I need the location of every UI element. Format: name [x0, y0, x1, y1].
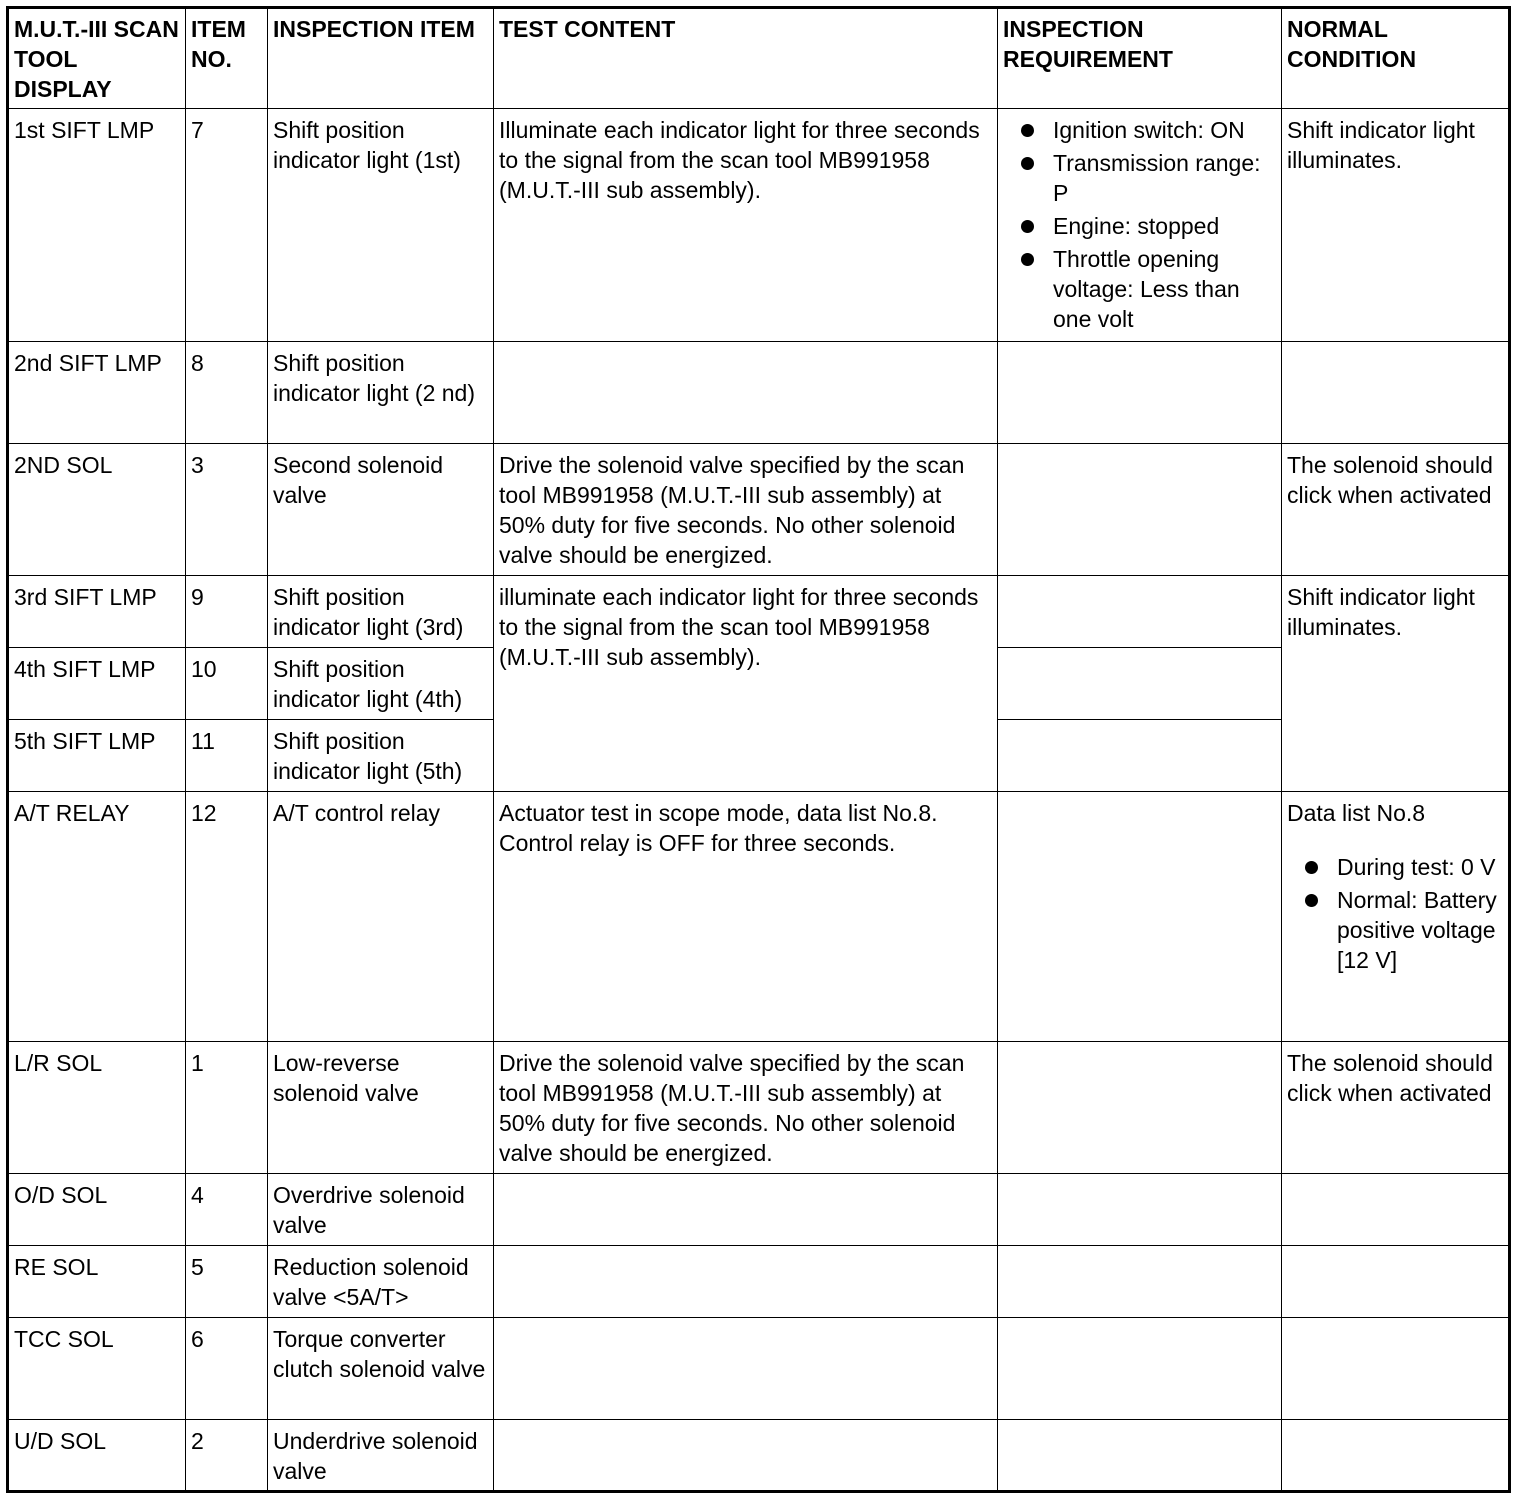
cell-display: 4th SIFT LMP [8, 648, 186, 720]
table-row [8, 1174, 1510, 1246]
cell-display: 1st SIFT LMP [8, 109, 186, 342]
cell-test-content: Illuminate each indicator light for three seconds to the signal from the scan tool MB991958 (M.U.T.-III sub assembly). [494, 109, 998, 342]
cell-inspection-requirement [998, 720, 1282, 792]
cell-item-no: 3 [186, 444, 268, 576]
cell-display: O/D SOL [8, 1174, 186, 1246]
cell-inspection-requirement [998, 648, 1282, 720]
cell-display: L/R SOL [8, 1042, 186, 1174]
cell-display: 2nd SIFT LMP [8, 342, 186, 444]
cell-display: U/D SOL [8, 1420, 186, 1492]
cell-inspection-item: Shift position indicator light (2 nd) [268, 342, 494, 444]
cell-item-no: 11 [186, 720, 268, 792]
cell-item-no: 2 [186, 1420, 268, 1492]
cell-item-no: 12 [186, 792, 268, 1042]
table-row [8, 1420, 1510, 1492]
cell-inspection-requirement [998, 1420, 1282, 1492]
cell-test-content [494, 1246, 998, 1318]
cell-inspection-item: Shift position indicator light (4th) [268, 648, 494, 720]
cell-display: TCC SOL [8, 1318, 186, 1420]
cell-inspection-item: Reduction solenoid valve <5A/T> [268, 1246, 494, 1318]
table-row [8, 342, 1510, 444]
cell-normal-condition: Shift indicator light illuminates. [1282, 109, 1510, 342]
cell-inspection-requirement [998, 444, 1282, 576]
list-item: Engine: stopped [1003, 211, 1276, 241]
list-item: During test: 0 V [1287, 852, 1503, 882]
cell-test-content [494, 342, 998, 444]
table-row [8, 576, 1510, 648]
cell-inspection-requirement [998, 1042, 1282, 1174]
cell-inspection-item: Shift position indicator light (3rd) [268, 576, 494, 648]
table-row [8, 109, 1510, 342]
cell-item-no: 6 [186, 1318, 268, 1420]
cell-inspection-item: A/T control relay [268, 792, 494, 1042]
cell-item-no: 10 [186, 648, 268, 720]
cell-normal-condition [1282, 792, 1510, 1042]
list-item: Throttle opening voltage: Less than one volt [1003, 244, 1276, 334]
cell-normal-condition [1282, 1246, 1510, 1318]
cell-test-content: Drive the solenoid valve specified by the scan tool MB991958 (M.U.T.-III sub assembly) at 50% duty for five seconds. No other solenoid valve should be energized. [494, 444, 998, 576]
header-row [8, 8, 1510, 109]
list-item: Normal: Battery positive voltage [12 V] [1287, 885, 1503, 975]
table-row [8, 792, 1510, 1042]
cell-inspection-item: Overdrive solenoid valve [268, 1174, 494, 1246]
cell-inspection-requirement [998, 792, 1282, 1042]
cell-test-content [494, 1318, 998, 1420]
cell-item-no: 8 [186, 342, 268, 444]
cell-test-content: Drive the solenoid valve specified by the scan tool MB991958 (M.U.T.-III sub assembly) at 50% duty for five seconds. No other solenoid valve should be energized. [494, 1042, 998, 1174]
requirement-list [1003, 115, 1276, 334]
header-inspection-requirement: INSPECTION REQUIREMENT [998, 8, 1282, 109]
header-display: M.U.T.-III SCAN TOOL DISPLAY [8, 8, 186, 109]
cell-test-content: illuminate each indicator light for three seconds to the signal from the scan tool MB991958 (M.U.T.-III sub assembly). [494, 576, 998, 792]
cell-normal-condition: The solenoid should click when activated [1282, 444, 1510, 576]
cell-normal-condition: Shift indicator light illuminates. [1282, 576, 1510, 792]
cell-inspection-item: Shift position indicator light (1st) [268, 109, 494, 342]
table-row [8, 1318, 1510, 1420]
list-item: Transmission range: P [1003, 148, 1276, 208]
cell-inspection-requirement [998, 576, 1282, 648]
relay-condition-list [1287, 852, 1503, 975]
header-item-no: ITEM NO. [186, 8, 268, 109]
cell-normal-condition [1282, 1318, 1510, 1420]
cell-inspection-requirement [998, 1246, 1282, 1318]
cell-test-content: Actuator test in scope mode, data list No.8. Control relay is OFF for three seconds. [494, 792, 998, 1042]
cell-display: 3rd SIFT LMP [8, 576, 186, 648]
header-normal-condition: NORMAL CONDITION [1282, 8, 1510, 109]
cell-item-no: 7 [186, 109, 268, 342]
cell-display: RE SOL [8, 1246, 186, 1318]
cell-inspection-item: Underdrive solenoid valve [268, 1420, 494, 1492]
cell-inspection-item: Torque converter clutch solenoid valve [268, 1318, 494, 1420]
header-inspection-item: INSPECTION ITEM [268, 8, 494, 109]
cell-item-no: 1 [186, 1042, 268, 1174]
header-test-content: TEST CONTENT [494, 8, 998, 109]
cell-normal-condition: The solenoid should click when activated [1282, 1042, 1510, 1174]
cell-test-content [494, 1420, 998, 1492]
cell-inspection-requirement [998, 342, 1282, 444]
cell-item-no: 4 [186, 1174, 268, 1246]
cell-inspection-item: Low-reverse solenoid valve [268, 1042, 494, 1174]
cell-display: A/T RELAY [8, 792, 186, 1042]
cell-normal-condition [1282, 342, 1510, 444]
cell-inspection-requirement [998, 1318, 1282, 1420]
inspection-table [6, 6, 1511, 1493]
table-row [8, 444, 1510, 576]
cell-item-no: 5 [186, 1246, 268, 1318]
cell-normal-condition [1282, 1174, 1510, 1246]
cell-display: 2ND SOL [8, 444, 186, 576]
cell-item-no: 9 [186, 576, 268, 648]
cell-inspection-item: Second solenoid valve [268, 444, 494, 576]
table-row [8, 1042, 1510, 1174]
cell-display: 5th SIFT LMP [8, 720, 186, 792]
cell-inspection-item: Shift position indicator light (5th) [268, 720, 494, 792]
cell-inspection-requirement [998, 109, 1282, 342]
cell-test-content [494, 1174, 998, 1246]
list-item: Ignition switch: ON [1003, 115, 1276, 145]
table-row [8, 1246, 1510, 1318]
cell-normal-condition [1282, 1420, 1510, 1492]
cell-inspection-requirement [998, 1174, 1282, 1246]
relay-condition-title: Data list No.8 [1287, 800, 1426, 826]
